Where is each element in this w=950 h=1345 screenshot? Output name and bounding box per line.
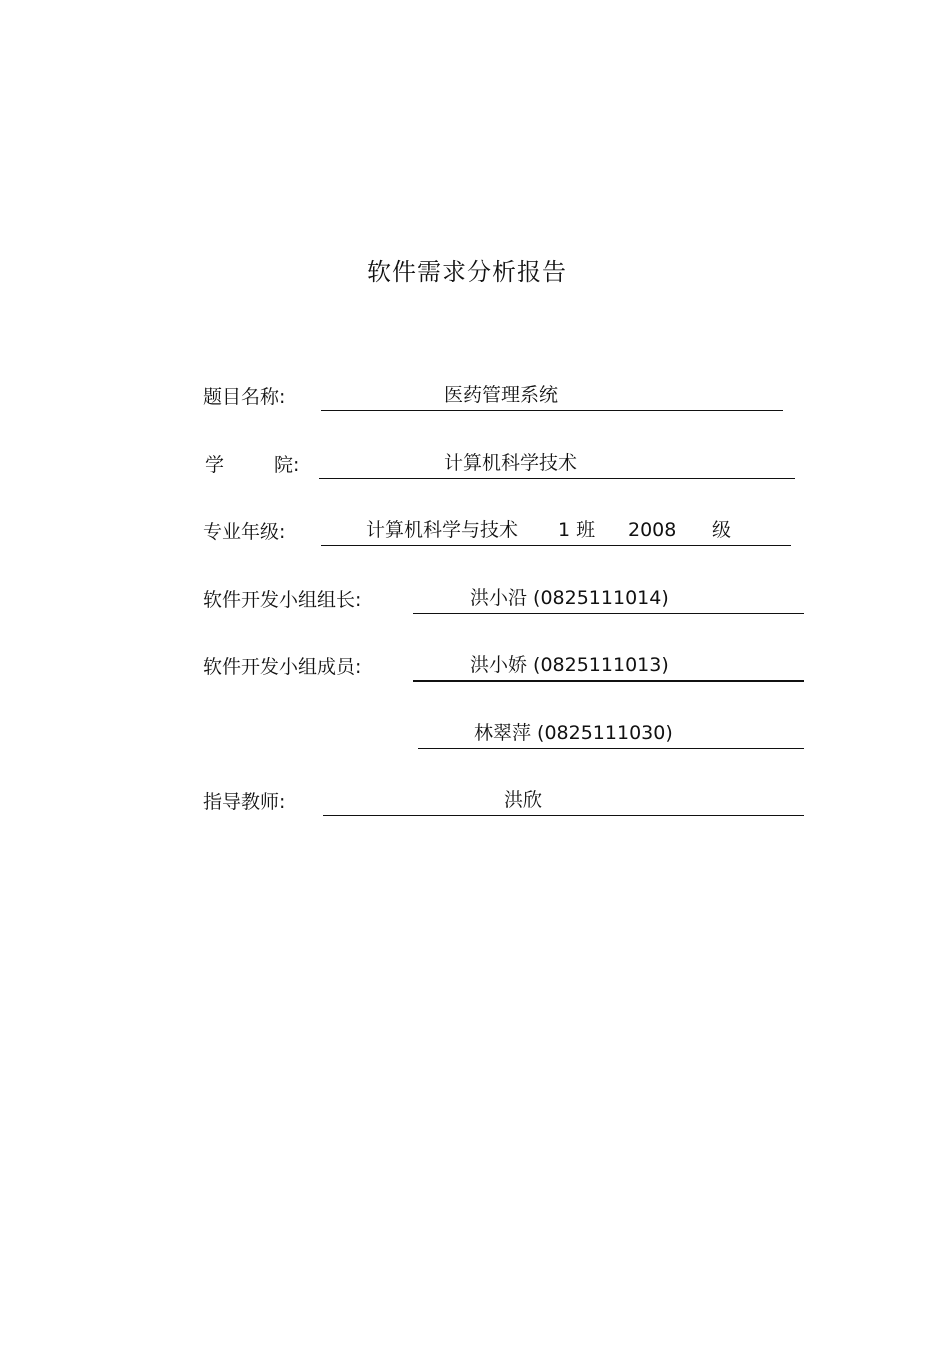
college-value: 计算机科学技术 [444,452,578,474]
project-name-value: 医药管理系统 [444,384,559,406]
advisor-field [323,787,804,816]
team-member-field-2 [418,720,804,749]
team-member-field-1 [413,652,804,682]
team-member-value-2: 林翠萍 (0825111030) [474,722,673,744]
team-leader-value: 洪小沿 (0825111014) [470,587,669,609]
class-value: 1 班 [558,519,596,541]
team-members-label: 软件开发小组成员: [203,656,362,678]
project-name-field [321,382,783,411]
college-label-part2: 院: [274,454,300,476]
team-leader-label: 软件开发小组组长: [203,589,362,611]
major-value: 计算机科学与技术 [366,519,519,541]
major-grade-label: 专业年级: [203,521,286,543]
year-value: 2008 [628,519,677,541]
advisor-value: 洪欣 [504,789,543,811]
team-member-value-1: 洪小娇 (0825111013) [470,654,669,676]
team-leader-field [413,585,804,614]
advisor-label: 指导教师: [203,791,286,813]
grade-suffix: 级 [712,519,732,541]
major-grade-field [321,517,791,546]
college-label-part1: 学 [205,454,225,476]
college-label [205,452,315,478]
college-field [319,450,795,479]
project-name-label: 题目名称: [203,386,286,408]
page-title: 软件需求分析报告 [367,258,567,286]
